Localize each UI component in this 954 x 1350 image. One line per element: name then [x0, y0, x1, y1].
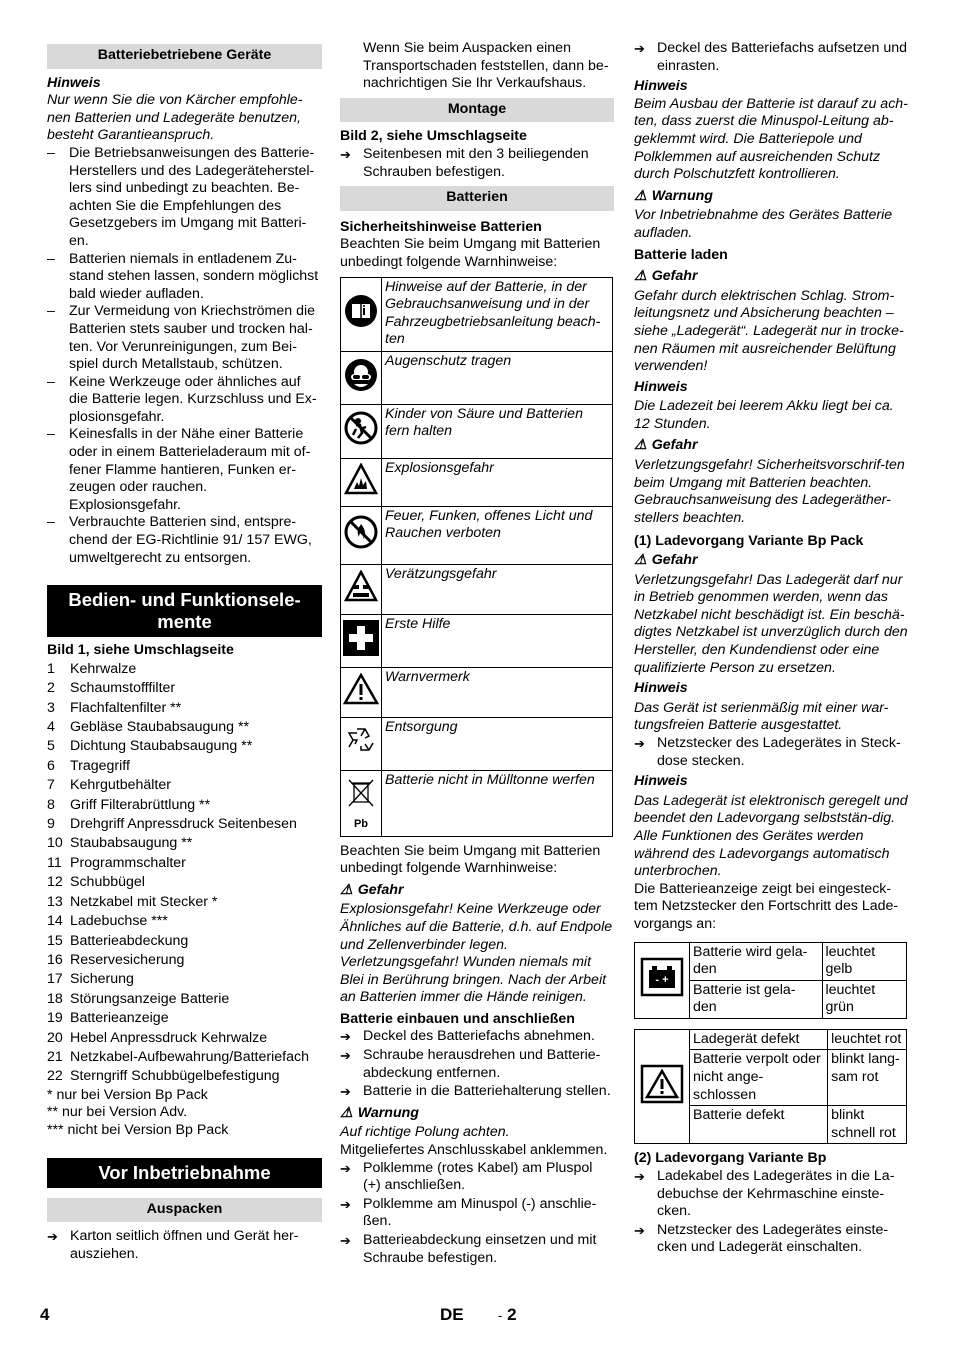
hint-label: Hinweis [634, 78, 688, 95]
goggles-icon [341, 351, 382, 404]
item-label: Schubbügel [70, 874, 145, 891]
list-item [47, 737, 322, 756]
transport-text: Wenn Sie beim Auspacken einen Transportschaden feststellen, dann be-nachrichtigen Sie Ihr Verkaufshaus. [363, 40, 609, 92]
list-item [47, 796, 322, 815]
item-number: 22 [47, 1068, 63, 1085]
list-item [47, 699, 322, 718]
battery-status-table [634, 942, 907, 1019]
safety-intro: Beachten Sie beim Umgang mit Batterien unbedingt folgende Warnhinweise: [340, 236, 601, 270]
crossed-bin-icon [341, 770, 382, 836]
item-number: 17 [47, 971, 63, 988]
table-row [341, 277, 613, 351]
plug-step: ➔ Netzstecker des Ladegerätes in Steck-dose stecken. [634, 734, 901, 769]
variant2-step: ➔ Ladekabel des Ladegerätes in die La-debuchse der Kehrmaschine einste-cken. [634, 1168, 895, 1220]
item-number: 3 [47, 699, 55, 716]
danger-text: Verletzungsgefahr! Wunden niemals mit Blei in Berührung bringen. Nach der Arbeit an Batterien immer die Hände reinigen. [340, 954, 607, 1006]
arrow-icon: ➔ [340, 1029, 351, 1045]
list-item: – Batterien niemals in entladenem Zu-stand stehen lassen, sondern möglichst bald wieder aufladen. [47, 250, 319, 302]
install-step: ➔ Schraube herausdrehen und Batterie-abdeckung entfernen. [340, 1047, 601, 1081]
list-item [47, 990, 322, 1009]
led-state: blinkt schnell rot [828, 1106, 907, 1144]
item-number: 9 [47, 816, 55, 833]
list-item: – Keine Werkzeuge oder ähnliches auf die Batterie legen. Kurzschluss und Ex-plosionsgefahr. [47, 373, 317, 425]
warning-triangle-icon: ⚠ [340, 1104, 353, 1121]
list-item [47, 834, 322, 853]
safety-heading: Sicherheitshinweise Batterien [340, 218, 542, 235]
list-item [47, 679, 322, 698]
display-text: Die Batterieanzeige zeigt bei eingesteck-tem Netzstecker den Fortschritt des Lade-vorgangs an: [634, 880, 899, 932]
list-item [47, 815, 322, 834]
danger-label: ⚠ Gefahr [634, 552, 698, 569]
column-2 [340, 40, 614, 1268]
list-item [47, 1048, 322, 1067]
table-row [341, 458, 613, 506]
warning-triangle-icon: ⚠ [340, 881, 353, 898]
item-label: Staubabsaugung ** [70, 835, 193, 852]
item-label: Programmschalter [70, 854, 186, 871]
unpacking-heading: Auspacken [47, 1198, 322, 1223]
led-state: leuchtet rot [828, 1029, 907, 1050]
item-number: 14 [47, 913, 63, 930]
footnote: ** nur bei Version Adv. [47, 1104, 188, 1121]
item-number: 4 [47, 719, 55, 736]
hint-label: Hinweis [634, 378, 688, 395]
item-label: Batterieabdeckung [70, 932, 189, 949]
symbol-text: Explosionsgefahr [382, 458, 613, 506]
language-code: DE [440, 1305, 464, 1324]
list-item [47, 912, 322, 931]
arrow-icon: ➔ [340, 1084, 351, 1100]
danger-text: Verletzungsgefahr! Das Ladegerät darf nur in Betrieb genommen werden, wenn das Netzkabel nicht beschädigt ist. Ein beschä-digtes Netzkabel ist unverzüglich durch den Hersteller, den Kundendienst oder eine qualifizierte Person zu ersetzen. [634, 571, 908, 676]
warning-icon [341, 667, 382, 717]
warning-triangle-icon: ⚠ [634, 268, 647, 285]
table-row [635, 942, 907, 980]
item-number: 7 [47, 777, 55, 794]
danger-label: ⚠ Gefahr [340, 881, 404, 898]
symbol-text: Feuer, Funken, offenes Licht und Rauchen verboten [382, 506, 613, 564]
unpacking-step: ➔ Karton seitlich öffnen und Gerät her-ausziehen. [47, 1228, 299, 1262]
danger-text: Gefahr durch elektrischen Schlag. Strom-leitungsnetz und Absicherung beachten – siehe „Ladegerät“. Ladegerät nur in trocke-nen Räumen mit ausreichender Belüftung verwenden! [634, 287, 904, 375]
item-label: Netzkabel mit Stecker * [70, 893, 218, 910]
list-item [47, 660, 322, 679]
item-label: Störungsanzeige Batterie [70, 990, 230, 1007]
arrow-icon: ➔ [634, 735, 645, 751]
symbol-table [340, 277, 613, 837]
first-aid-icon [341, 614, 382, 667]
charge-heading: Batterie laden [634, 246, 728, 263]
list-item [47, 1009, 322, 1028]
commissioning-heading: Vor Inbetriebnahme [47, 1158, 322, 1188]
cable-text: Mitgeliefertes Anschlusskabel anklemmen. [340, 1142, 608, 1159]
no-fire-icon [341, 506, 382, 564]
symbol-text: Erste Hilfe [382, 614, 613, 667]
led-state: blinkt lang-sam rot [828, 1050, 907, 1106]
connect-step: ➔ Batterieabdeckung einsetzen und mit Schraube befestigen. [340, 1232, 597, 1266]
table-row [341, 506, 613, 564]
table-row [341, 770, 613, 836]
battery-devices-heading: Batteriebetriebene Geräte [47, 44, 322, 69]
fault-state: Ladegerät defekt [690, 1029, 828, 1050]
recycling-icon [341, 717, 382, 770]
item-number: 16 [47, 951, 63, 968]
symbol-text: Augenschutz tragen [382, 351, 613, 404]
battery-rules-list [47, 145, 322, 567]
fault-status-table [634, 1029, 907, 1145]
symbol-text: Hinweise auf der Batterie, in der Gebrauchsanweisung und in der Fahrzeugbetriebsanleitung beach-ten [382, 277, 613, 351]
danger-text: Verletzungsgefahr! Sicherheitsvorschrif-ten beim Umgang mit Batterien beachten. Gebrauchsanweisung des Ladegeräther-stellers beachten. [634, 457, 905, 526]
variant1-heading: (1) Ladevorgang Variante Bp Pack [634, 533, 864, 550]
column-1 [47, 40, 322, 1264]
item-label: Sicherung [70, 971, 134, 988]
led-state: leuchtet grün [822, 980, 907, 1018]
table-row [341, 667, 613, 717]
list-item [47, 776, 322, 795]
warning-triangle-icon: ⚠ [634, 187, 647, 204]
assembly-heading: Montage [340, 98, 614, 123]
item-label: Drehgriff Anpressdruck Seitenbesen [70, 816, 297, 833]
hint-text: Nur wenn Sie die von Kärcher empfohle-nen Batterien und Ladegeräte benutzen, besteht Garantieanspruch. [47, 92, 303, 144]
warning-triangle-icon: ⚠ [634, 437, 647, 454]
led-state: leuchtet gelb [822, 942, 907, 980]
arrow-icon: ➔ [340, 1048, 351, 1064]
list-item [47, 718, 322, 737]
warning-label: ⚠ Warnung [634, 187, 713, 204]
list-item [47, 1029, 322, 1048]
close-step: ➔ Deckel des Batteriefachs aufsetzen und einrasten. [634, 40, 908, 74]
symbol-text: Kinder von Säure und Batterien fern halten [382, 404, 613, 458]
fault-state: Batterie verpolt oder nicht ange-schlossen [690, 1050, 828, 1106]
table-row [341, 614, 613, 667]
table-row [341, 564, 613, 614]
danger-text: Explosionsgefahr! Keine Werkzeuge oder Ähnliches auf die Batterie, d.h. auf Endpole und Zellenverbinder legen. [340, 901, 613, 953]
item-number: 6 [47, 757, 55, 774]
install-heading: Batterie einbauen und anschließen [340, 1010, 575, 1027]
corrosive-icon [341, 564, 382, 614]
list-item: – Keinesfalls in der Nähe einer Batterie oder in einem Batterieladeraum mit of-fener Flamme hantieren, Funken er-zeugen oder rauchen. Explosionsgefahr. [47, 426, 311, 513]
batteries-heading: Batterien [340, 186, 614, 211]
item-label: Schaumstofffilter [70, 680, 176, 697]
item-number: 1 [47, 660, 55, 677]
item-number: 13 [47, 893, 63, 910]
hint-label: Hinweis [634, 773, 688, 790]
list-item [47, 951, 322, 970]
arrow-icon: ➔ [340, 1233, 351, 1248]
arrow-icon: ➔ [340, 1160, 351, 1176]
danger-label: ⚠ Gefahr [634, 437, 698, 454]
item-label: Gebläse Staubabsaugung ** [70, 719, 250, 736]
install-step: ➔ Batterie in die Batteriehalterung stellen. [340, 1083, 611, 1100]
item-label: Griff Filterabrüttlung ** [70, 796, 211, 813]
connect-step: ➔ Polklemme (rotes Kabel) am Pluspol (+) anschließen. [340, 1159, 593, 1194]
assembly-step: ➔ Seitenbesen mit den 3 beiliegenden Schrauben befestigen. [340, 145, 589, 180]
connect-step: ➔ Polklemme am Minuspol (-) anschlie-ßen. [340, 1195, 597, 1230]
svg-text:- +: - + [655, 974, 669, 987]
symbol-text: Batterie nicht in Mülltonne werfen [382, 770, 613, 836]
list-item [47, 757, 322, 776]
item-number: 21 [47, 1048, 63, 1065]
list-item [47, 932, 322, 951]
item-number: 2 [47, 680, 55, 697]
page-number: 4 [40, 1305, 50, 1324]
arrow-icon: ➔ [340, 146, 351, 162]
warning-text: Auf richtige Polung achten. [340, 1124, 510, 1141]
pb-label: Pb [353, 817, 369, 830]
list-item [47, 970, 322, 989]
item-label: Ladebuchse *** [70, 913, 168, 930]
install-step: ➔ Deckel des Batteriefachs abnehmen. [340, 1028, 595, 1045]
fig1-reference: Bild 1, siehe Umschlagseite [47, 642, 234, 659]
arrow-icon: ➔ [47, 1229, 58, 1245]
item-number: 8 [47, 796, 55, 813]
list-item: – Verbrauchte Batterien sind, entspre-chend der EG-Richtlinie 91/ 157 EWG, umweltgerecht zu entsorgen. [47, 514, 312, 566]
table-row [341, 717, 613, 770]
list-item [47, 893, 322, 912]
warning-icon [635, 1029, 690, 1144]
footnotes [47, 1087, 322, 1140]
footnote: * nur bei Version Bp Pack [47, 1086, 208, 1103]
hint-text: Das Ladegerät ist elektronisch geregelt und beendet den Ladevorgang selbststän-dig. Alle Funktionen des Gerätes werden während des Ladevorgangs automatisch unterbrochen. [634, 792, 908, 880]
arrow-icon: ➔ [634, 1222, 645, 1238]
footnote: *** nicht bei Version Bp Pack [47, 1121, 229, 1138]
item-number: 18 [47, 990, 63, 1007]
warning-triangle-icon: ⚠ [634, 552, 647, 569]
item-label: Batterieanzeige [70, 1010, 169, 1027]
battery-icon [635, 942, 690, 1018]
hint-text: Beim Ausbau der Batterie ist darauf zu ach-ten, dass zuerst die Minuspol-Leitung ab-geklemmt wird. Die Batteriepole und Polklemmen auf ausreichenden Schutz durch Polschutzfett kontrollieren. [634, 95, 908, 183]
keep-children-away-icon [341, 404, 382, 458]
list-item [47, 873, 322, 892]
list-item [47, 854, 322, 873]
warning-label: ⚠ Warnung [340, 1104, 419, 1121]
battery-state: Batterie wird gela-den [690, 942, 823, 980]
hint-text: Die Ladezeit bei leerem Akku liegt bei ca. 12 Stunden. [634, 398, 894, 432]
item-number: 11 [47, 854, 62, 871]
table-row [635, 1029, 907, 1050]
item-label: Flachfaltenfilter ** [70, 699, 182, 716]
explosion-icon [341, 458, 382, 506]
arrow-icon: ➔ [634, 41, 645, 56]
arrow-icon: ➔ [634, 1169, 645, 1185]
list-item [47, 1067, 322, 1086]
danger-label: ⚠ Gefahr [634, 268, 698, 285]
after-table-text: Beachten Sie beim Umgang mit Batterien unbedingt folgende Warnhinweise: [340, 842, 601, 877]
list-item: – Die Betriebsanweisungen des Batterie-Herstellers und des Ladegeräteherstel-lers sind unbedingt zu beachten. Be-achten Sie die Empfehlungen des Gesetzgebers im Umgang mit Batteri-en. [47, 144, 315, 249]
section-number: - 2 [498, 1305, 517, 1324]
item-number: 5 [47, 738, 55, 755]
arrow-icon: ➔ [340, 1196, 351, 1212]
item-label: Netzkabel-Aufbewahrung/Batteriefach [70, 1048, 309, 1065]
variant2-heading: (2) Ladevorgang Variante Bp [634, 1150, 827, 1167]
item-number: 12 [47, 874, 63, 891]
hint-label: Hinweis [634, 680, 688, 697]
fig2-reference: Bild 2, siehe Umschlagseite [340, 128, 527, 145]
item-label: Hebel Anpressdruck Kehrwalze [70, 1029, 268, 1046]
item-label: Tragegriff [70, 757, 130, 774]
list-item: – Zur Vermeidung von Kriechströmen die Batterien stets sauber und trocken hal-ten. Vor Verunreinigungen, zum Bei-spiel durch Metallstaub, schützen. [47, 303, 316, 373]
hint-label: Hinweis [47, 74, 101, 91]
item-label: Kehrgutbehälter [70, 777, 171, 794]
item-number: 20 [47, 1029, 63, 1046]
hint-text: Das Gerät ist serienmäßig mit einer war-tungsfreien Batterie ausgestattet. [634, 699, 889, 734]
item-label: Reservesicherung [70, 951, 185, 968]
item-number: 19 [47, 1010, 63, 1027]
item-label: Kehrwalze [70, 660, 137, 677]
controls-heading: Bedien- und Funktionsele-mente [47, 585, 322, 637]
battery-state: Batterie ist gela-den [690, 980, 823, 1018]
item-label: Dichtung Staubabsaugung ** [70, 738, 253, 755]
warning-text: Vor Inbetriebnahme des Gerätes Batterie aufladen. [634, 207, 893, 241]
symbol-text: Entsorgung [382, 717, 613, 770]
fault-state: Batterie defekt [690, 1106, 828, 1144]
table-row [341, 351, 613, 404]
item-number: 15 [47, 932, 63, 949]
item-number: 10 [47, 835, 63, 852]
table-row [341, 404, 613, 458]
column-3 [634, 40, 908, 1258]
parts-list [47, 660, 322, 1087]
item-label: Sterngriff Schubbügelbefestigung [70, 1068, 280, 1085]
symbol-text: Warnvermerk [382, 667, 613, 717]
symbol-text: Verätzungsgefahr [382, 564, 613, 614]
manual-icon [341, 277, 382, 351]
variant2-step: ➔ Netzstecker des Ladegerätes einste-cken und Ladegerät einschalten. [634, 1221, 889, 1256]
